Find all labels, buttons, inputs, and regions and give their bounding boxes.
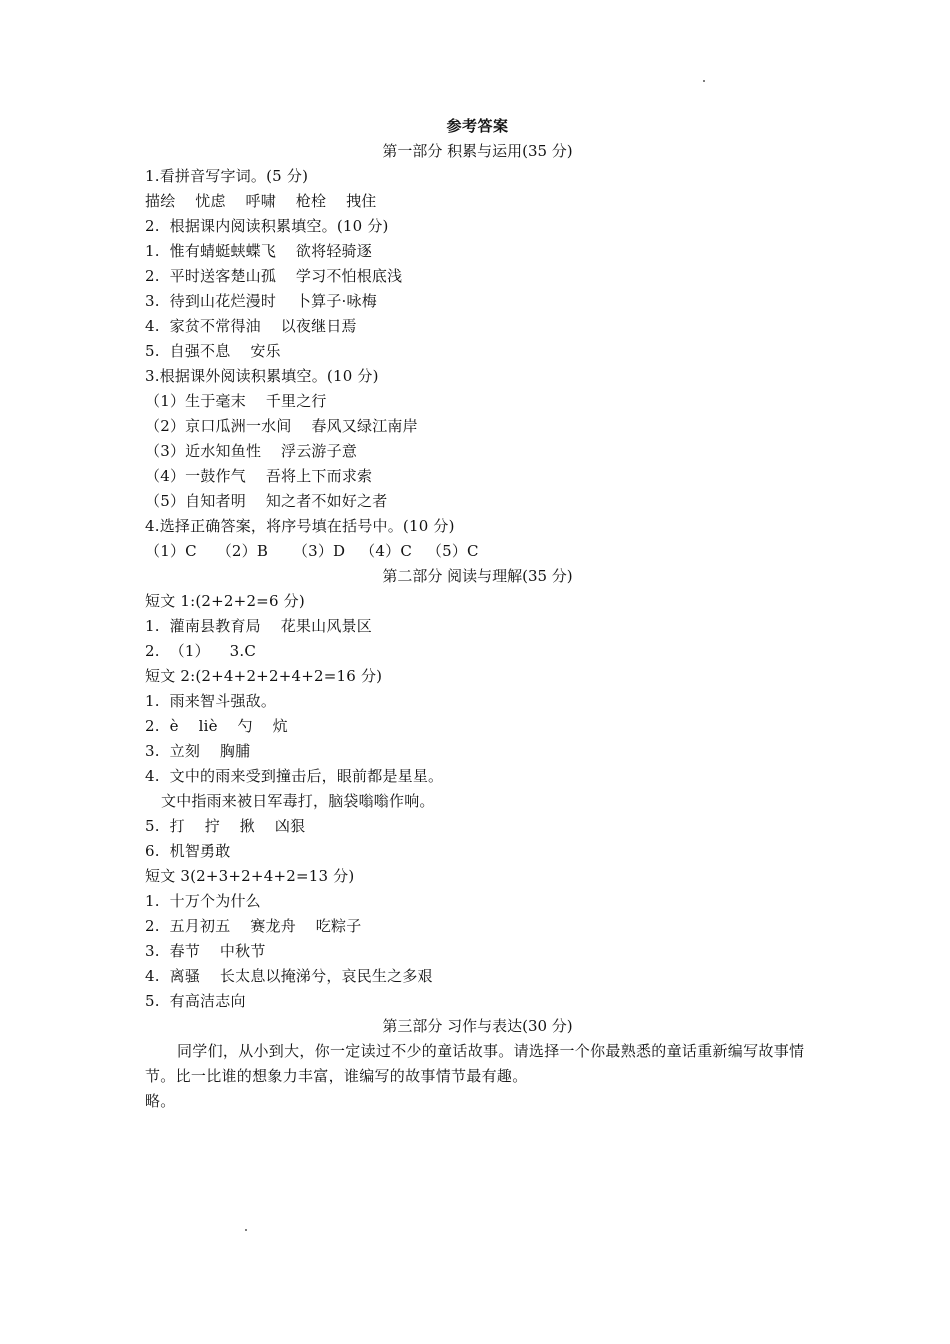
passage-label: 短文 3(2+3+2+4+2=13 分) xyxy=(145,867,355,885)
answer-line: 4. 离骚 长太息以掩涕兮，哀民生之多艰 xyxy=(145,967,433,985)
answer-line: （5）自知者明 知之者不如好之者 xyxy=(145,492,388,510)
page-speck-top xyxy=(703,80,705,82)
answer-line: 文中指雨来被日军毒打，脑袋嗡嗡作响。 xyxy=(161,792,435,810)
answer-line: 4. 文中的雨来受到撞击后，眼前都是星星。 xyxy=(145,767,444,785)
answer-line: 描绘 忧虑 呼啸 枪栓 拽住 xyxy=(145,192,377,210)
part3-heading: 第三部分 习作与表达(30 分) xyxy=(382,1017,573,1035)
passage-label: 短文 2:(2+4+2+2+4+2=16 分) xyxy=(145,667,383,685)
answer-line: 1. 雨来智斗强敌。 xyxy=(145,692,277,710)
answer-key-content xyxy=(145,114,810,1114)
question-label: 2. 根据课内阅读积累填空。(10 分) xyxy=(145,217,389,235)
answer-line: 1. 十万个为什么 xyxy=(145,892,261,910)
part1-heading: 第一部分 积累与运用(35 分) xyxy=(382,142,573,160)
question-label: 1.看拼音写字词。(5 分) xyxy=(145,167,309,185)
answer-line: 1. 惟有蜻蜓蛱蝶飞 欲将轻骑逐 xyxy=(145,242,372,260)
answer-line: 2. 五月初五 赛龙舟 吃粽子 xyxy=(145,917,362,935)
answer-line: （3）近水知鱼性 浮云游子意 xyxy=(145,442,358,460)
page-speck-bottom xyxy=(245,1229,247,1231)
answer-line: （1）生于毫末 千里之行 xyxy=(145,392,327,410)
writing-prompt: 同学们，从小到大，你一定读过不少的童话故事。请选择一个你最熟悉的童话重新编写故事情节。比一比谁的想象力丰富，谁编写的故事情节最有趣。 xyxy=(145,1042,805,1085)
answer-line: 3. 待到山花烂漫时 卜算子·咏梅 xyxy=(145,292,377,310)
answer-line: 2. （1） 3.C xyxy=(145,642,257,660)
part2-heading: 第二部分 阅读与理解(35 分) xyxy=(382,567,573,585)
answer-line: 6. 机智勇敢 xyxy=(145,842,231,860)
answer-line: 2. 平时送客楚山孤 学习不怕根底浅 xyxy=(145,267,403,285)
question-label: 3.根据课外阅读积累填空。(10 分) xyxy=(145,367,379,385)
document-title: 参考答案 xyxy=(446,117,509,135)
answer-line: 1. 灌南县教育局 花果山风景区 xyxy=(145,617,372,635)
answer-line: 5. 自强不息 安乐 xyxy=(145,342,281,360)
question-label: 4.选择正确答案，将序号填在括号中。(10 分) xyxy=(145,517,455,535)
answer-line: 2. è liè 勺 炕 xyxy=(145,717,288,735)
answer-line: （2）京口瓜洲一水间 春风又绿江南岸 xyxy=(145,417,418,435)
answer-line: 3. 春节 中秋节 xyxy=(145,942,266,960)
answer-line: （1）C （2）B （3）D （4）C （5）C xyxy=(145,542,479,560)
answer-line: （4）一鼓作气 吾将上下而求索 xyxy=(145,467,373,485)
answer-line: 5. 打 拧 揪 凶狠 xyxy=(145,817,306,835)
answer-line: 略。 xyxy=(145,1092,176,1110)
answer-line: 4. 家贫不常得油 以夜继日焉 xyxy=(145,317,357,335)
passage-label: 短文 1:(2+2+2=6 分) xyxy=(145,592,305,610)
answer-line: 3. 立刻 胸脯 xyxy=(145,742,251,760)
answer-line: 5. 有高洁志向 xyxy=(145,992,246,1010)
